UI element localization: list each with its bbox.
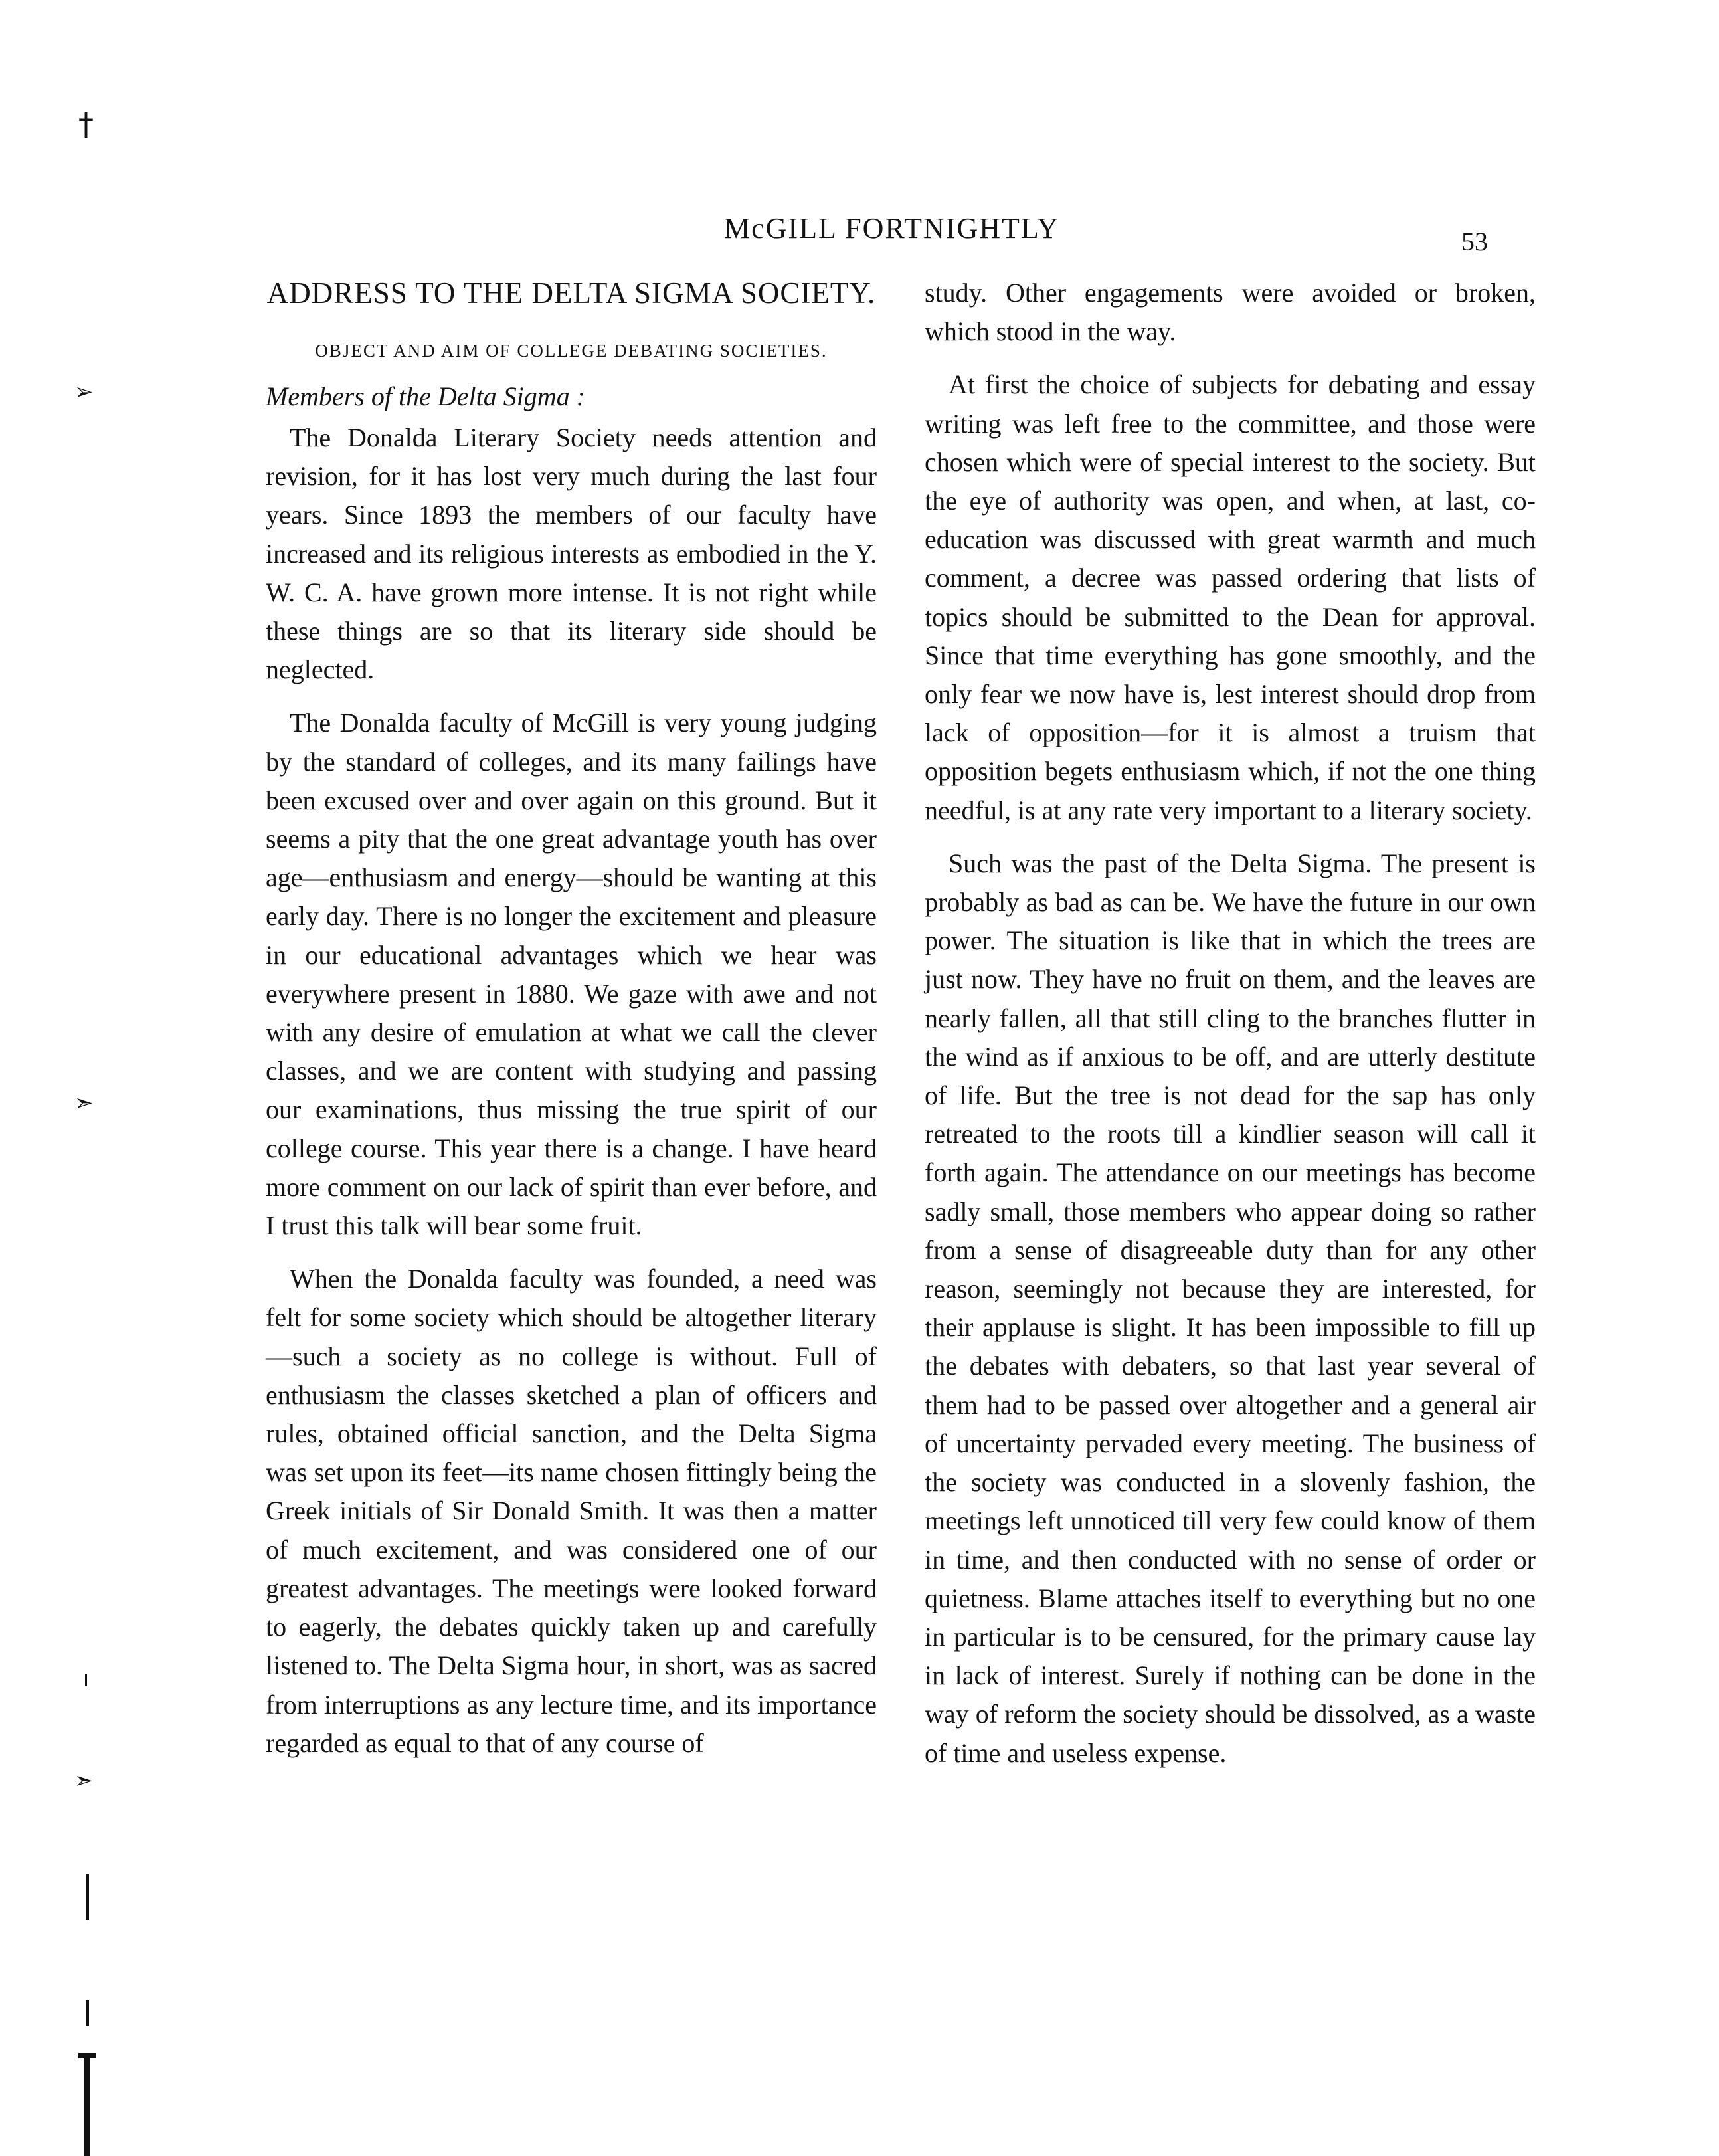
paragraph-continued: study. Other engagements were avoided or broken, which stood in the way. <box>925 278 1536 347</box>
margin-rule-1 <box>85 1674 87 1686</box>
margin-mark-2: ➣ <box>74 1090 94 1116</box>
paragraph: At first the choice of subjects for debating and essay writing was left free to the committee, and those were chosen which were of special interest to the society. But the eye of authority was open, and when, at last, co-education was discussed with great warmth and much comment, a decree was passed ordering that lists of topics should be submitted to the Dean for approval. Since that time everything has gone smoothly, and the only fear we now have is, lest interest should drop from lack of opposition—for it is almost a truism that opposition begets enthusiasm which, if not the one thing needful, is at any rate very important to a literary society. <box>925 369 1536 825</box>
article-subtitle: OBJECT AND AIM OF COLLEGE DEBATING SOCIETIES. <box>315 341 828 361</box>
margin-mark-3: ➣ <box>74 1767 94 1794</box>
left-column <box>266 274 877 1777</box>
paragraph: The Donalda faculty of McGill is very young judging by the standard of colleges, and its many failings have been excused over and over again on this ground. But it seems a pity that the one great advantage youth has over age—enthusiasm and energy—should be wanting at this early day. There is no longer the excitement and pleasure in our educational advantages which we hear was everywhere present in 1880. We gaze with awe and not with any desire of emulation at what we call the clever classes, and we are content with studying and passing our examinations, thus missing the true spirit of our college course. This year there is a change. I have heard more comment on our lack of spirit than ever before, and I trust this talk will bear some fruit. <box>266 708 877 1241</box>
margin-bracket <box>84 2053 90 2156</box>
margin-mark-1: ➢ <box>74 379 94 405</box>
right-column <box>925 274 1536 1787</box>
paragraph: The Donalda Literary Society needs attention and revision, for it has lost very much during the last four years. Since 1893 the members of our faculty have increased and its religious interests as embodied in the Y. W. C. A. have grown more intense. It is not right while these things are so that its literary side should be neglected. <box>266 423 877 685</box>
running-head: McGILL FORTNIGHTLY <box>724 212 1060 245</box>
margin-rule-3 <box>86 2000 89 2026</box>
article-title: ADDRESS TO THE DELTA SIGMA SOCIETY. <box>266 276 876 310</box>
page-number: 53 <box>1461 227 1488 256</box>
paragraph: When the Donalda faculty was founded, a need was felt for some society which should be altogether literary—such a society as no college is without. Full of enthusiasm the classes sketched a plan of officers and rules, obtained official sanction, and the Delta Sigma was set upon its feet—its name chosen fittingly being the Greek initials of Sir Donald Smith. It was then a matter of much excitement, and was considered one of our greatest advantages. The meetings were looked forward to eagerly, the debates quickly taken up and carefully listened to. The Delta Sigma hour, in short, was as sacred from interruptions as any lecture time, and its importance regarded as equal to that of any course of <box>266 1264 877 1758</box>
paragraph: Such was the past of the Delta Sigma. The present is probably as bad as can be. We have the future in our own power. The situation is like that in which the trees are just now. They have no fruit on them, and the leaves are nearly fallen, all that still cling to the branches flutter in the wind as if anxious to be off, and are utterly destitute of life. But the tree is not dead for the sap has only retreated to the roots till a kindlier season will call it forth again. The attendance on our meetings has become sadly small, those members who appear doing so rather from a sense of disagreeable duty than for any other reason, seemingly not because they are interested, for their applause is slight. It has been impossible to fill up the debates with debaters, so that last year several of them had to be passed over altogether and a general air of uncertainty pervaded every meeting. The business of the society was conducted in a slovenly fashion, the meetings left unnoticed till very few could know of them in time, and then conducted with no sense of order or quietness. Blame attaches itself to everything but no one in particular is to be censured, for the primary cause lay in lack of interest. Surely if nothing can be done in the way of reform the society should be dissolved, as a waste of time and useless expense. <box>925 848 1536 1768</box>
margin-mark-top: † <box>78 106 94 142</box>
salutation: Members of the Delta Sigma : <box>266 381 586 411</box>
margin-bracket-foot <box>78 2053 96 2058</box>
margin-rule-2 <box>86 1874 89 1920</box>
